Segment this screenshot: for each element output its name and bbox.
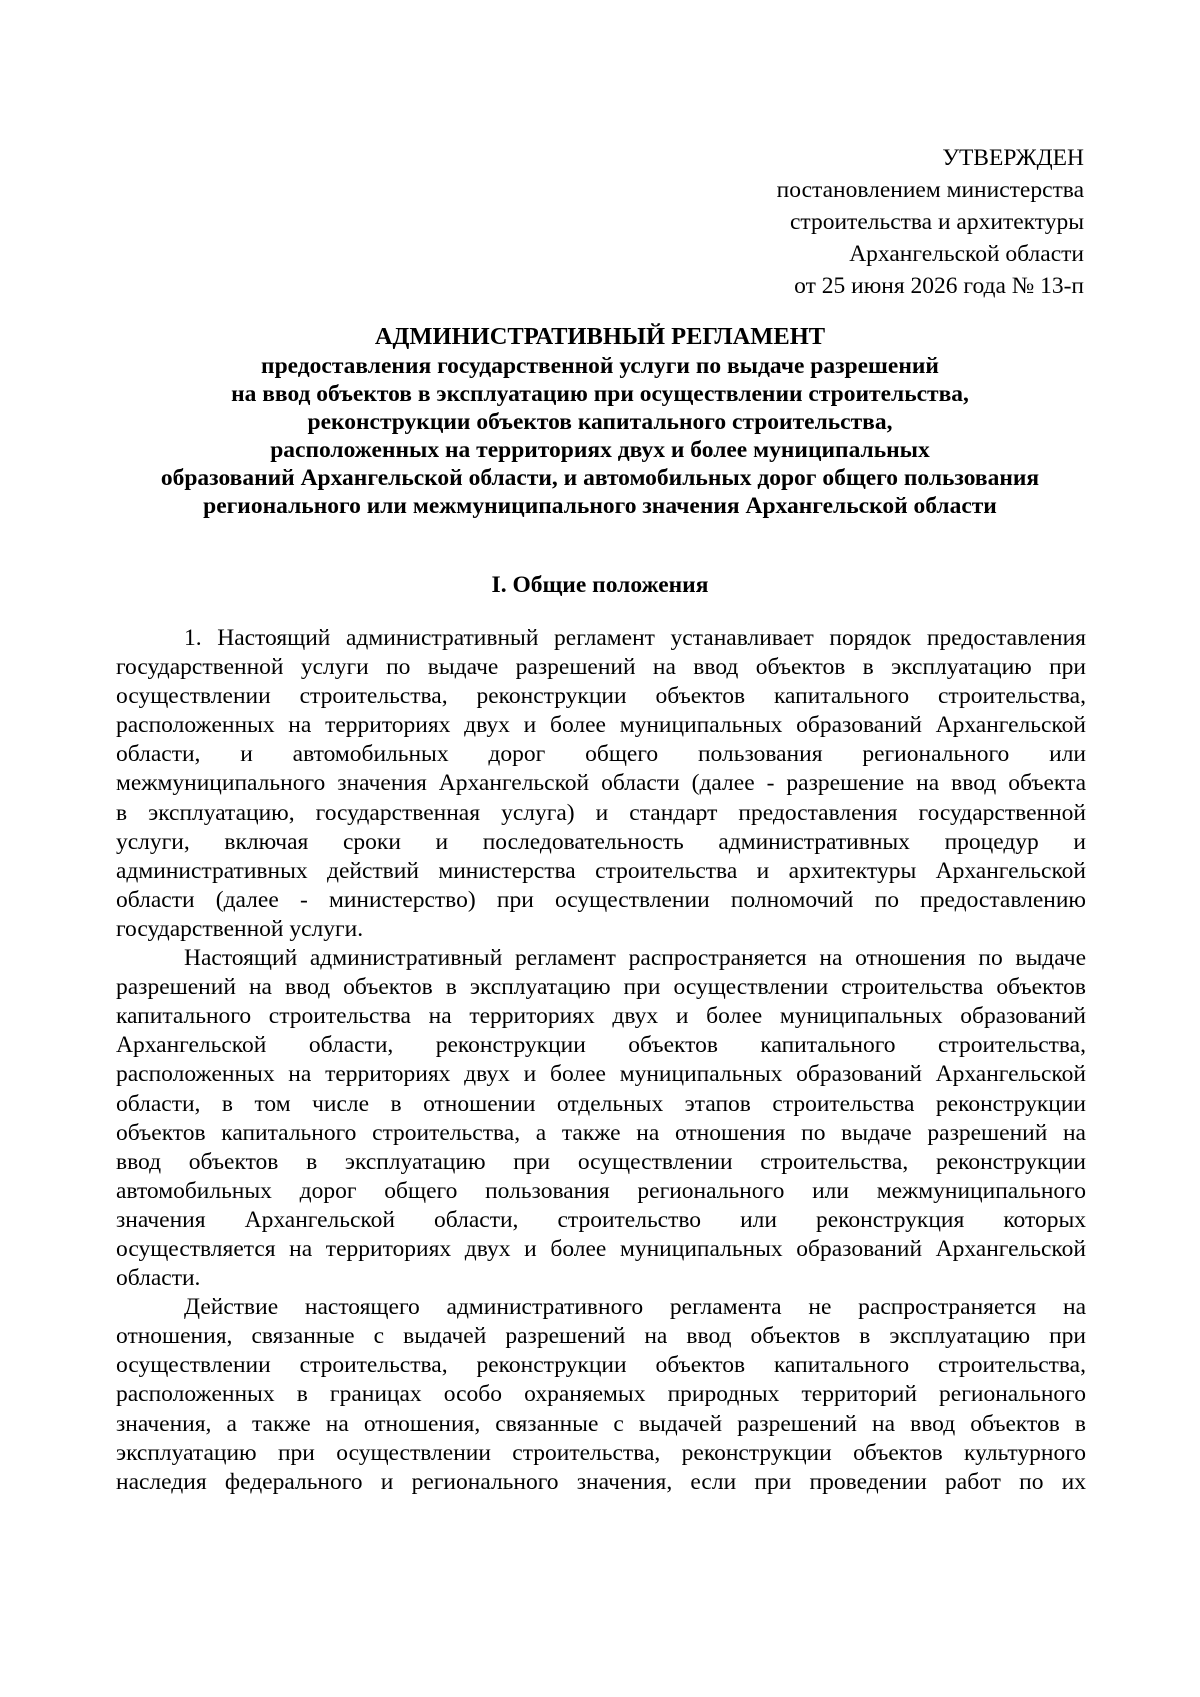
approval-stamp: [777, 142, 1084, 302]
paragraph-line: значения, а также на отношения, связанные с выдачей разрешений на ввод объектов в: [116, 1410, 1086, 1437]
paragraph-line: ввод объектов в эксплуатацию при осуществлении строительства, реконструкции: [116, 1148, 1086, 1175]
paragraph-line: Действие настоящего административного регламента не распространяется на: [184, 1294, 1086, 1321]
paragraph-line: услуги, включая сроки и последовательность административных процедур и: [116, 828, 1086, 855]
approval-line: УТВЕРЖДЕН: [942, 145, 1084, 171]
paragraph-line: области (далее - министерство) при осуществлении полномочий по предоставлению: [116, 886, 1086, 913]
subtitle-line: на ввод объектов в эксплуатацию при осуществлении строительства,: [231, 381, 969, 407]
paragraph-line: Настоящий административный регламент распространяется на отношения по выдаче: [184, 945, 1086, 972]
paragraph-line: области.: [116, 1265, 201, 1292]
paragraph-line: разрешений на ввод объектов в эксплуатацию при осуществлении строительства объектов: [116, 974, 1086, 1001]
approval-line: постановлением министерства: [776, 177, 1084, 203]
paragraph-line: в эксплуатацию, государственная услуга) и стандарт предоставления государственной: [116, 799, 1086, 826]
paragraph: [116, 944, 1086, 1293]
paragraph-line: государственной услуги по выдаче разрешений на ввод объектов в эксплуатацию при: [116, 654, 1086, 681]
paragraph-line: значения Архангельской области, строительство или реконструкция которых: [116, 1206, 1086, 1233]
paragraph-line: расположенных на территориях двух и более муниципальных образований Архангельской: [116, 1061, 1086, 1088]
paragraph-line: 1. Настоящий административный регламент устанавливает порядок предоставления: [184, 625, 1086, 651]
paragraph-line: наследия федерального и регионального значения, если при проведении работ по их: [116, 1468, 1086, 1495]
paragraph-line: расположенных в границах особо охраняемых природных территорий регионального: [116, 1381, 1086, 1408]
main-title: АДМИНИСТРАТИВНЫЙ РЕГЛАМЕНТ: [374, 323, 826, 350]
approval-line: строительства и архитектуры: [789, 209, 1084, 235]
subtitle-line: реконструкции объектов капитального строительства,: [307, 409, 893, 435]
paragraph-line: административных действий министерства строительства и архитектуры Архангельской: [116, 857, 1086, 884]
subtitle-line: образований Архангельской области, и автомобильных дорог общего пользования: [160, 465, 1040, 491]
paragraph-line: области, в том числе в отношении отдельных этапов строительства реконструкции: [116, 1090, 1086, 1117]
paragraph-line: осуществляется на территориях двух и более муниципальных образований Архангельской: [116, 1235, 1086, 1262]
approval-line: Архангельской области: [849, 241, 1084, 267]
section-heading: I. Общие положения: [491, 572, 709, 598]
paragraph-line: межмуниципального значения Архангельской области (далее - разрешение на ввод объекта: [116, 770, 1086, 797]
subtitle-line: регионального или межмуниципального значения Архангельской области: [203, 493, 997, 519]
paragraph-line: Архангельской области, реконструкции объектов капитального строительства,: [116, 1032, 1086, 1059]
document-title: [116, 322, 1084, 520]
paragraph-line: расположенных на территориях двух и более муниципальных образований Архангельской: [116, 712, 1086, 739]
subtitle-line: предоставления государственной услуги по выдаче разрешений: [261, 353, 939, 379]
paragraph-line: объектов капитального строительства, а также на отношения по выдаче разрешений на: [116, 1119, 1086, 1146]
paragraph-line: осуществлении строительства, реконструкции объектов капитального строительства,: [116, 683, 1086, 710]
body-text: [116, 624, 1086, 1497]
paragraph-line: осуществлении строительства, реконструкции объектов капитального строительства,: [116, 1352, 1086, 1379]
paragraph-line: эксплуатацию при осуществлении строительства, реконструкции объектов культурного: [116, 1439, 1086, 1466]
paragraph: [116, 624, 1086, 944]
paragraph-line: капитального строительства на территориях двух и более муниципальных образований: [116, 1003, 1086, 1030]
subtitle-line: расположенных на территориях двух и более муниципальных: [270, 437, 930, 463]
paragraph-line: автомобильных дорог общего пользования регионального или межмуниципального: [116, 1177, 1086, 1204]
paragraph-line: области, и автомобильных дорог общего пользования регионального или: [116, 741, 1086, 768]
paragraph-line: отношения, связанные с выдачей разрешений на ввод объектов в эксплуатацию при: [116, 1323, 1086, 1350]
approval-date-line: от 25 июня 2026 года № 13-п: [794, 273, 1084, 299]
paragraph: [116, 1293, 1086, 1497]
paragraph-line: государственной услуги.: [116, 915, 364, 942]
